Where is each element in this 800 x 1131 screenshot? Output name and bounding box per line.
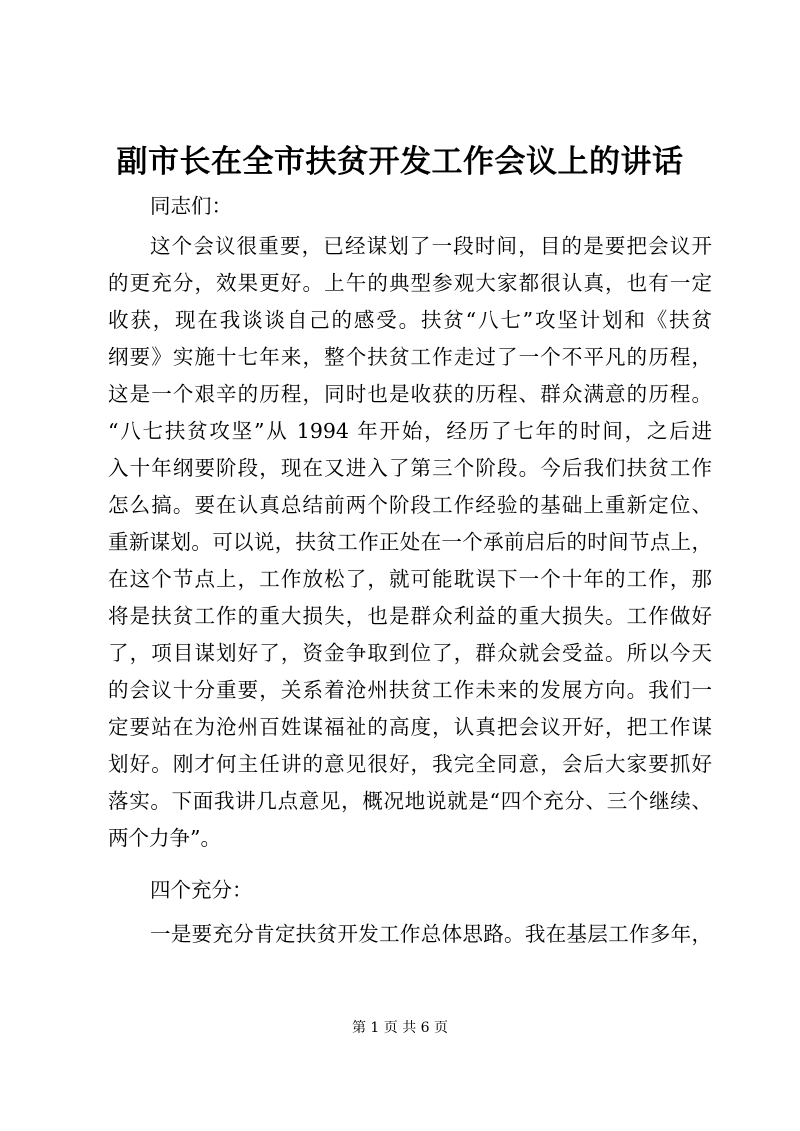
body-text-line: 的会议十分重要，关系着沧州扶贫工作未来的发展方向。我们一 — [108, 678, 712, 702]
body-text-line: 收获，现在我谈谈自己的感受。扶贫“八七”攻坚计划和《扶贫 — [108, 308, 712, 332]
body-text-line: “八七扶贫攻坚”从 1994 年开始，经历了七年的时间，之后进 — [108, 419, 712, 443]
body-text-line: 将是扶贫工作的重大损失，也是群众利益的重大损失。工作做好 — [108, 604, 712, 628]
body-text-line: 落实。下面我讲几点意见，概况地说就是“四个充分、三个继续、 — [108, 789, 712, 813]
section-heading: 四个充分： — [150, 878, 253, 902]
body-text-line: 了，项目谋划好了，资金争取到位了，群众就会受益。所以今天 — [108, 641, 712, 665]
body-text-line: 的更充分，效果更好。上午的典型参观大家都很认真，也有一定 — [108, 271, 712, 295]
body-text-line: 两个力争”。 — [108, 826, 221, 850]
body-text-line: 怎么搞。要在认真总结前两个阶段工作经验的基础上重新定位、 — [108, 493, 712, 517]
body-text-line: 这个会议很重要，已经谋划了一段时间，目的是要把会议开 — [150, 234, 712, 258]
document-title: 副市长在全市扶贫开发工作会议上的讲话 — [116, 144, 684, 180]
body-text-line: 在这个节点上，工作放松了，就可能耽误下一个十年的工作，那 — [108, 567, 712, 591]
body-text-line: 这是一个艰辛的历程，同时也是收获的历程、群众满意的历程。 — [108, 382, 712, 406]
body-text-line: 纲要》实施十七年来，整个扶贫工作走过了一个不平凡的历程， — [108, 345, 712, 369]
salutation-line: 同志们： — [150, 194, 232, 218]
body-text-line: 入十年纲要阶段，现在又进入了第三个阶段。今后我们扶贫工作 — [108, 456, 712, 480]
body-text-line: 定要站在为沧州百姓谋福祉的高度，认真把会议开好，把工作谋 — [108, 715, 712, 739]
page-number: 第 1 页 共 6 页 — [351, 1020, 449, 1036]
body-text-line: 一是要充分肯定扶贫开发工作总体思路。我在基层工作多年， — [150, 922, 712, 946]
body-text-line: 重新谋划。可以说，扶贫工作正处在一个承前启后的时间节点上， — [108, 530, 712, 554]
body-text-line: 划好。刚才何主任讲的意见很好，我完全同意，会后大家要抓好 — [108, 752, 712, 776]
